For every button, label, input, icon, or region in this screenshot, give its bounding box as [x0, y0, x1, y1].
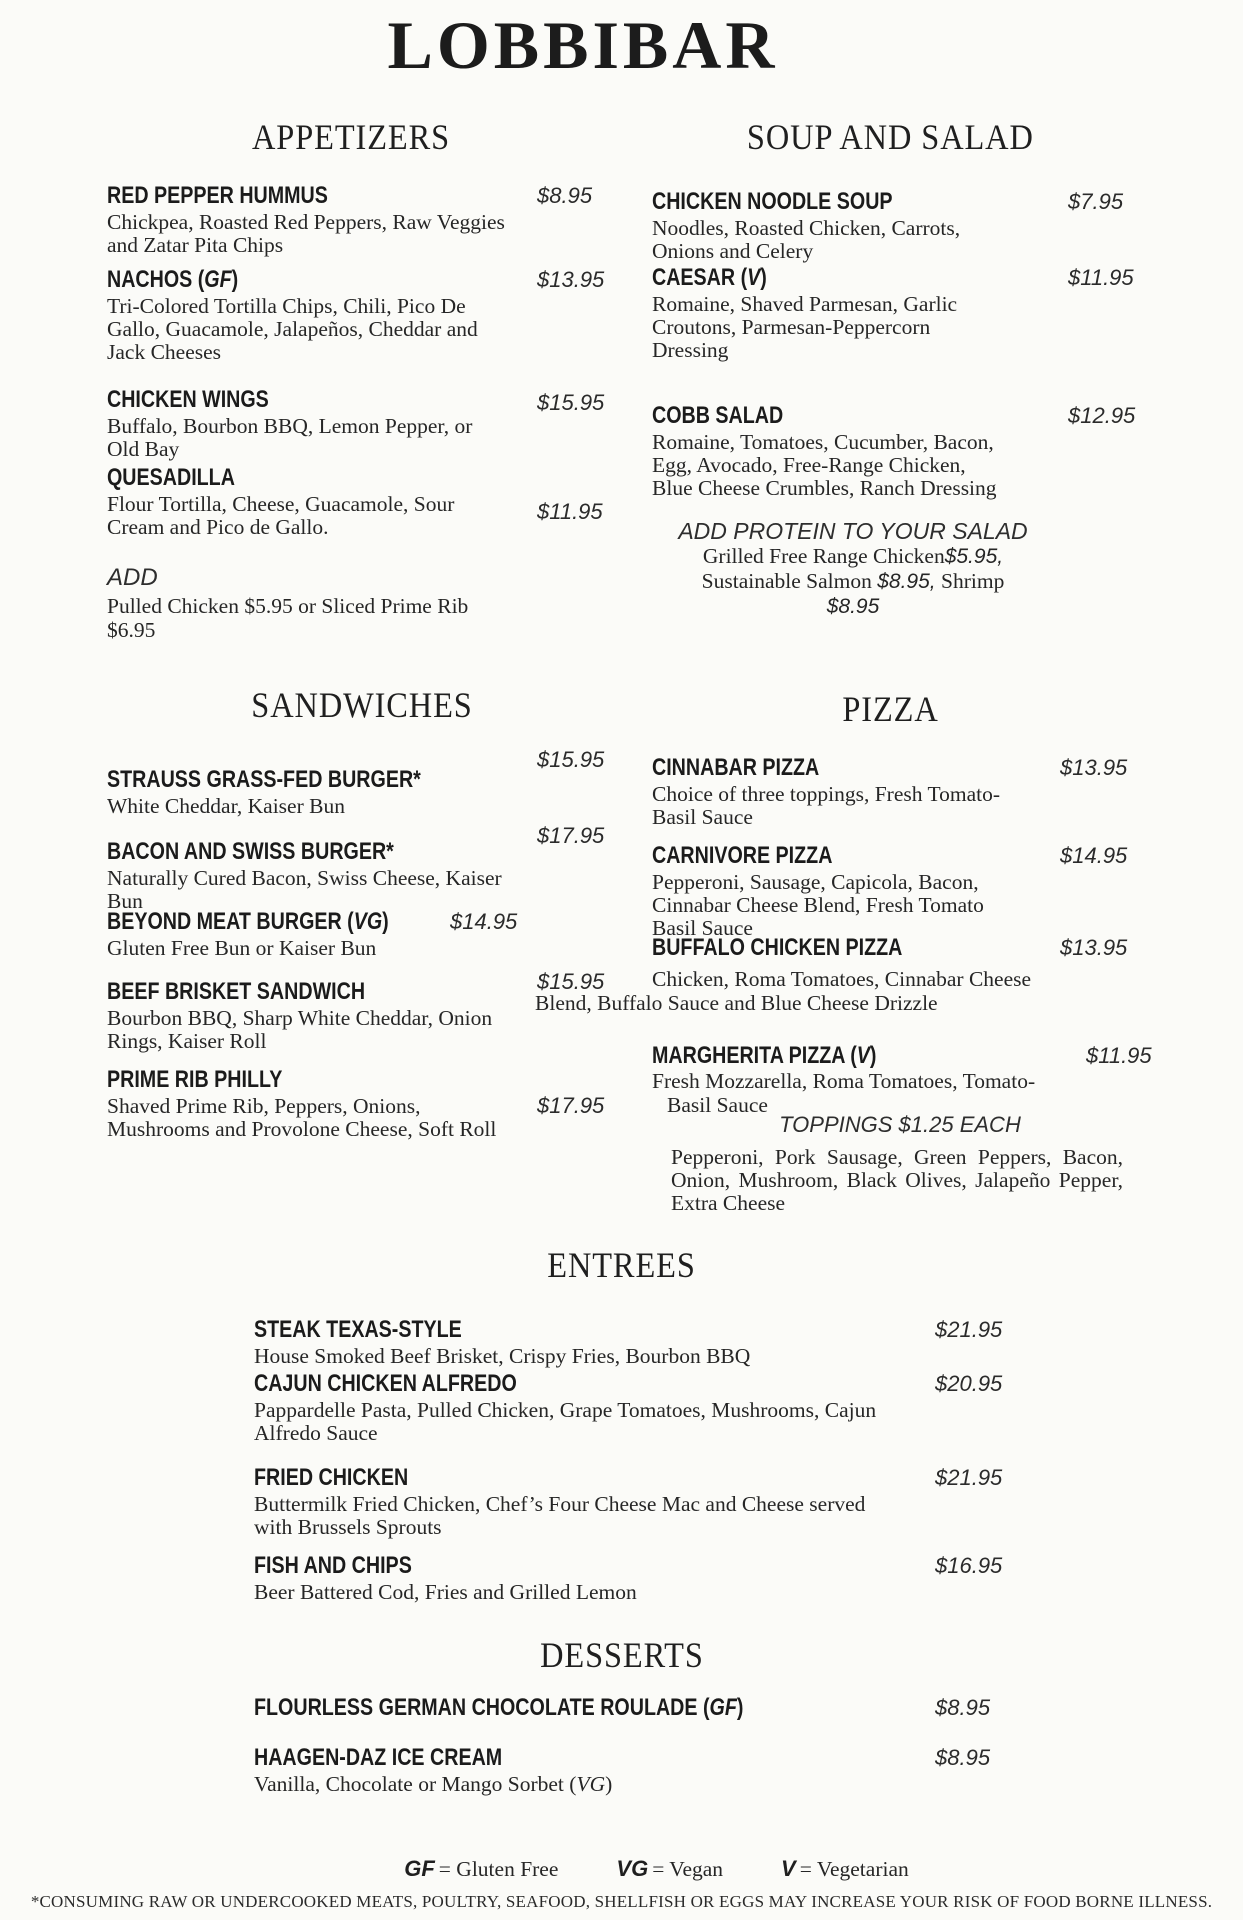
item-description: Vanilla, Chocolate or Mango Sorbet (VG) — [254, 1772, 613, 1796]
item-description-line: Basil Sauce — [667, 1093, 768, 1117]
item-description: Naturally Cured Bacon, Swiss Cheese, Kaiser Bun — [107, 866, 502, 913]
item-name: BEYOND MEAT BURGER (VG) — [107, 908, 389, 935]
item-description: Buttermilk Fried Chicken, Chef’s Four Cheese Mac and Cheese served with Brussels Sprouts — [254, 1492, 866, 1539]
menu-item-cinnabar-pizza — [652, 756, 1212, 829]
legend-item-vegetarian: V = Vegetarian — [781, 1856, 909, 1881]
item-description: Beer Battered Cod, Fries and Grilled Lemon — [254, 1580, 637, 1604]
menu-item-steak-texas-style — [254, 1318, 1074, 1368]
item-description-line: Blend, Buffalo Sauce and Blue Cheese Drizzle — [535, 991, 938, 1015]
item-name: CAESAR (V) — [652, 264, 767, 291]
menu-item-caesar — [652, 266, 1212, 362]
menu-item-chicken-wings — [107, 388, 667, 461]
item-name: COBB SALAD — [652, 402, 784, 429]
item-description: Tri-Colored Tortilla Chips, Chili, Pico De Gallo, Guacamole, Jalapeños, Cheddar and Jack Cheeses — [107, 294, 478, 364]
item-price: $7.95 — [1068, 189, 1124, 214]
item-description: Noodles, Roasted Chicken, Carrots, Onions and Celery — [652, 216, 961, 263]
item-name: FRIED CHICKEN — [254, 1464, 409, 1491]
item-name: MARGHERITA PIZZA (V) — [652, 1042, 877, 1069]
item-name: FLOURLESS GERMAN CHOCOLATE ROULADE (GF) — [254, 1694, 744, 1721]
item-name: QUESADILLA — [107, 464, 235, 491]
menu-item-prime-rib-philly — [107, 1068, 667, 1141]
item-name: CAJUN CHICKEN ALFREDO — [254, 1370, 517, 1397]
item-name: BUFFALO CHICKEN PIZZA — [652, 934, 903, 961]
item-price: $16.95 — [935, 1553, 1003, 1578]
protein-note — [655, 518, 1051, 619]
item-price: $17.95 — [537, 1093, 605, 1118]
section-heading-desserts: DESSERTS — [539, 1635, 704, 1675]
section-heading-soup-and-salad: SOUP AND SALAD — [746, 117, 1034, 157]
item-name: NACHOS (GF) — [107, 266, 239, 293]
item-price: $17.95 — [537, 823, 605, 848]
menu-item-fried-chicken — [254, 1466, 1074, 1539]
item-price: $12.95 — [1068, 403, 1136, 428]
item-name: RED PEPPER HUMMUS — [107, 182, 328, 209]
item-name: STEAK TEXAS-STYLE — [254, 1316, 462, 1343]
item-price: $15.95 — [537, 969, 605, 994]
item-name: CHICKEN WINGS — [107, 386, 269, 413]
section-heading-sandwiches: SANDWICHES — [251, 685, 473, 725]
section-heading-appetizers: APPETIZERS — [251, 117, 451, 157]
protein-note-line: $8.95 — [826, 595, 880, 618]
item-name: BACON AND SWISS BURGER* — [107, 838, 394, 865]
section-heading-pizza: PIZZA — [841, 689, 939, 729]
item-price: $21.95 — [935, 1465, 1003, 1490]
menu-item-strauss-burger — [107, 747, 667, 818]
item-name: CINNABAR PIZZA — [652, 754, 820, 781]
item-price: $13.95 — [1060, 935, 1128, 960]
item-name: FISH AND CHIPS — [254, 1552, 412, 1579]
item-description: Flour Tortilla, Cheese, Guacamole, Sour Cream and Pico de Gallo. — [107, 492, 455, 539]
protein-note-line: Sustainable Salmon $8.95, Shrimp — [701, 569, 1005, 593]
item-description: Choice of three toppings, Fresh Tomato-Basil Sauce — [652, 782, 1001, 829]
consumption-disclaimer: *CONSUMING RAW OR UNDERCOOKED MEATS, POULTRY, SEAFOOD, SHELLFISH OR EGGS MAY INCREASE YOUR RISK OF FOOD BORNE ILLNESS. — [30, 1892, 1213, 1911]
item-description: Gluten Free Bun or Kaiser Bun — [107, 936, 377, 960]
menu-item-bacon-swiss-burger — [107, 823, 667, 913]
toppings-note-heading: TOPPINGS $1.25 EACH — [779, 1112, 1021, 1137]
protein-note-line: Grilled Free Range Chicken$5.95, — [702, 544, 1004, 568]
item-price: $13.95 — [537, 267, 605, 292]
menu-item-chicken-noodle-soup — [652, 190, 1212, 263]
menu-item-red-pepper-hummus — [107, 184, 667, 257]
menu-item-fish-and-chips — [254, 1554, 1074, 1604]
item-price: $11.95 — [537, 499, 603, 524]
diet-legend — [0, 1856, 1243, 1882]
item-description: House Smoked Beef Brisket, Crispy Fries, Bourbon BBQ — [254, 1344, 751, 1368]
item-name: BEEF BRISKET SANDWICH — [107, 978, 366, 1005]
menu-item-beyond-meat-burger — [107, 910, 667, 960]
menu-item-carnivore-pizza — [652, 844, 1212, 940]
menu-item-margherita-pizza — [652, 1042, 1212, 1117]
section-heading-entrees: ENTREES — [547, 1245, 696, 1285]
item-description: Shaved Prime Rib, Peppers, Onions, Mushrooms and Provolone Cheese, Soft Roll — [107, 1094, 497, 1141]
item-name: PRIME RIB PHILLY — [107, 1066, 283, 1093]
add-note-label: ADD — [107, 564, 158, 591]
item-name: HAAGEN-DAZ ICE CREAM — [254, 1744, 503, 1771]
item-price: $8.95 — [935, 1745, 991, 1770]
legend-item-vegan: VG = Vegan — [616, 1856, 724, 1881]
item-description: Buffalo, Bourbon BBQ, Lemon Pepper, or Old Bay — [107, 414, 473, 461]
page-title: LOBBIBAR — [387, 7, 779, 83]
item-price: $21.95 — [935, 1317, 1003, 1342]
menu-item-quesadilla — [107, 466, 667, 539]
item-price: $11.95 — [1086, 1043, 1152, 1068]
menu-item-nachos — [107, 268, 667, 364]
item-description-line: Fresh Mozzarella, Roma Tomatoes, Tomato- — [652, 1069, 1036, 1093]
item-description: Pappardelle Pasta, Pulled Chicken, Grape Tomatoes, Mushrooms, Cajun Alfredo Sauce — [254, 1398, 877, 1445]
menu-item-cajun-chicken-alfredo — [254, 1372, 1074, 1445]
item-price: $8.95 — [537, 183, 593, 208]
item-description: Romaine, Tomatoes, Cucumber, Bacon, Egg, Avocado, Free-Range Chicken, Blue Cheese Crumbles, Ranch Dressing — [652, 430, 997, 500]
item-description: Chickpea, Roasted Red Peppers, Raw Veggies and Zatar Pita Chips — [107, 210, 505, 257]
item-price: $15.95 — [537, 390, 605, 415]
item-description: Romaine, Shaved Parmesan, Garlic Croutons, Parmesan-Peppercorn Dressing — [652, 292, 958, 362]
item-price: $14.95 — [450, 909, 518, 934]
menu-item-flourless-chocolate-roulade — [254, 1696, 1074, 1720]
item-price: $13.95 — [1060, 755, 1128, 780]
item-price: $15.95 — [537, 747, 605, 772]
add-note-text: Pulled Chicken $5.95 or Sliced Prime Rib $6.95 — [107, 594, 469, 642]
item-description-line: Chicken, Roma Tomatoes, Cinnabar Cheese — [652, 967, 1032, 991]
protein-note-heading: ADD PROTEIN TO YOUR SALAD — [678, 518, 1028, 544]
item-price: $11.95 — [1068, 265, 1134, 290]
toppings-note-text: Pepperoni, Pork Sausage, Green Peppers, Bacon, Onion, Mushroom, Black Olives, Jalapeño Pepper, Extra Cheese — [671, 1145, 1123, 1215]
menu-item-haagen-daz-ice-cream — [254, 1746, 1074, 1796]
item-price: $20.95 — [935, 1371, 1003, 1396]
item-name: STRAUSS GRASS-FED BURGER* — [107, 766, 421, 793]
item-price: $14.95 — [1060, 843, 1128, 868]
item-name: CHICKEN NOODLE SOUP — [652, 188, 893, 215]
item-price: $8.95 — [935, 1695, 991, 1720]
menu-item-cobb-salad — [652, 404, 1212, 500]
item-description: Bourbon BBQ, Sharp White Cheddar, Onion Rings, Kaiser Roll — [107, 1006, 493, 1053]
legend-item-gluten-free: GF = Gluten Free — [404, 1856, 559, 1881]
item-name: CARNIVORE PIZZA — [652, 842, 833, 869]
item-description: Pepperoni, Sausage, Capicola, Bacon, Cinnabar Cheese Blend, Fresh Tomato Basil Sauce — [652, 870, 984, 940]
item-description: White Cheddar, Kaiser Bun — [107, 794, 345, 818]
